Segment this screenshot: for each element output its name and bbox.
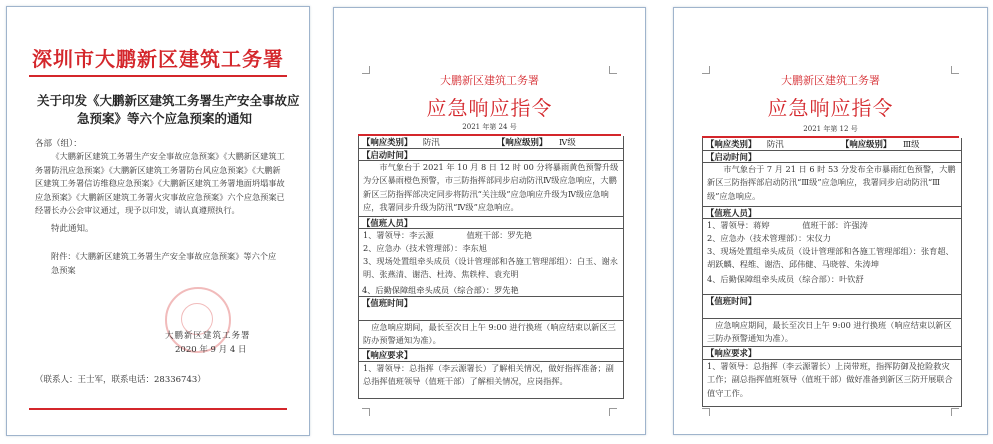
- attachment: 附件：《大鹏新区建筑工务署生产安全事故应急预案》等六个应急预案: [51, 251, 277, 275]
- notice-body: 《大鹏新区建筑工务署生产安全事故应急预案》《大鹏新区建筑工务署防汛应急预案》《大鹏新区建筑工务署防台风应急预案》《大鹏新区建筑工务署信访维稳应急预案》《大鹏新区建筑工务署地面坍塌事故应急预案》《大鹏新区建筑工务署火灾事故应急预案》六个应急预案已经署长办公会审议通过，现予以印发，请认真遵照执行。: [35, 151, 285, 216]
- org-header: 深圳市大鹏新区建筑工务署: [32, 47, 284, 71]
- duty-time-text: 应急响应期间，最长至次日上午 9:00 进行换班（响应结束以新区三防办预警通知为准）。: [707, 320, 952, 344]
- staff-item-2: 2、应急办（技术管理部）：李东旭: [363, 243, 487, 253]
- level-value: Ⅲ级: [903, 139, 920, 149]
- staff-item-3: 3、现场处置组牵头成员（设计管理部和各施工管理部组）：白玉、谢永明、张燕清、谢浩、杜涛、焦轶梓、袁充明: [363, 256, 618, 280]
- order-table: [702, 138, 962, 319]
- staff-list: [703, 218, 961, 294]
- salutation: 各部（组）：: [35, 139, 82, 149]
- start-time-paragraph: 市气象台于 7 月 21 日 6 时 53 分发布全市暴雨红色预警，大鹏新区三防指挥部启动防汛“Ⅲ级”应急响应，我署同步启动防汛“Ⅲ级”应急响应。: [707, 164, 956, 201]
- level-label: 【响应级别】: [841, 139, 892, 149]
- type-value: 防汛: [766, 139, 784, 149]
- type-level-row: [359, 136, 623, 148]
- notice-document-page: [6, 6, 310, 436]
- issue-date: 2020 年 9 月 4 日: [175, 345, 247, 355]
- staff-item-3: 3、现场处置组牵头成员（设计管理部和各施工管理部组）：张育超、胡跃麟、程维、谢浩、邱伟健、马晓蓉、朱涛坤: [707, 246, 954, 270]
- crop-mark: [702, 408, 710, 416]
- start-time-heading: 【启动时间】: [359, 148, 623, 160]
- staff-item-4: 4、后勤保障组牵头成员（综合部）：叶钦舒: [707, 274, 864, 284]
- crop-mark: [951, 408, 959, 416]
- requirements-heading: 【响应要求】: [703, 346, 961, 358]
- start-time-heading: 【启动时间】: [703, 150, 961, 162]
- duty-time-heading: 【值班时间】: [359, 296, 623, 308]
- response-order-page-12: [673, 7, 988, 435]
- duty-time-text: 应急响应期间，最长至次日上午 9:00 进行换班（响应结束以新区三防办预警通知为准）。: [363, 322, 616, 346]
- order-table: [358, 136, 624, 321]
- type-level-row: [703, 138, 961, 150]
- start-time-paragraph: 市气象台于 2021 年 10 月 8 日 12 时 00 分将暴雨黄色预警升级为分区暴雨橙色预警，市三防指挥部同步启动防汛Ⅳ级应急响应，大鹏新区三防指挥部决定同步将防汛“关注级”应急响应升级为Ⅳ级应急响应，我署同步升级为防汛“Ⅳ级”应急响应。: [363, 162, 619, 213]
- staff-item-1: 1、署领导：李云源 值班干部：罗先艳: [363, 230, 532, 240]
- order-table-lower: [358, 320, 624, 399]
- order-number: 2021 年第 24 号: [462, 123, 517, 131]
- crop-mark: [362, 408, 370, 416]
- start-time-text: [359, 160, 623, 216]
- order-title: 应急响应指令: [767, 96, 894, 120]
- staff-heading: 【值班人员】: [703, 206, 961, 218]
- type-label: 【响应类别】: [706, 139, 757, 149]
- seal-org-name: 大鹏新区建筑工务署: [165, 331, 251, 341]
- order-table-lower: [702, 318, 962, 407]
- contact-info: （联系人：王士军，联系电话：28336743）: [35, 375, 206, 385]
- requirements-text: 1、署领导：总指挥（李云源署长）上岗带班，指挥防御及抢险救灾工作；副总指挥值班领导（值班干部）做好准备到新区三防开展联合值守工作。: [703, 359, 961, 400]
- response-order-page-24: [333, 7, 646, 435]
- staff-heading: 【值班人员】: [359, 216, 623, 228]
- staff-list: [359, 228, 623, 284]
- requirements-heading: 【响应要求】: [359, 348, 623, 360]
- red-footer-rule: [29, 408, 287, 410]
- org-name: 大鹏新区建筑工务署: [440, 74, 539, 87]
- order-number: 2021 年第 12 号: [803, 125, 858, 133]
- notice-title-line2: 急预案》等六个应急预案的通知: [77, 111, 253, 126]
- requirements-text: 1、署领导：总指挥（李云源署长）了解相关情况，做好指挥准备；副总指挥值班领导（值班干部）了解相关情况，应岗指挥。: [359, 361, 623, 389]
- type-label: 【响应类别】: [362, 137, 413, 147]
- staff-item-2: 2、应急办（技术管理部）：宋仪力: [707, 233, 831, 243]
- level-value: Ⅳ级: [559, 137, 576, 147]
- org-name: 大鹏新区建筑工务署: [781, 74, 880, 87]
- level-label: 【响应级别】: [497, 137, 548, 147]
- start-time-text: [703, 162, 961, 206]
- type-value: 防汛: [422, 137, 440, 147]
- staff-item-1: 1、署领导：蒋婷 值班干部：许强涛: [707, 220, 868, 230]
- notice-title-line1: 关于印发《大鹏新区建筑工务署生产安全事故应: [37, 93, 300, 108]
- order-title: 应急响应指令: [426, 96, 553, 120]
- closing: 特此通知。: [51, 224, 94, 234]
- red-header-rule: [29, 75, 287, 77]
- crop-mark: [609, 408, 617, 416]
- staff-item-4-row: [359, 284, 623, 296]
- staff-item-4: 4、后勤保障组牵头成员（综合部）：罗先艳: [362, 285, 519, 295]
- duty-time-heading: 【值班时间】: [703, 294, 961, 306]
